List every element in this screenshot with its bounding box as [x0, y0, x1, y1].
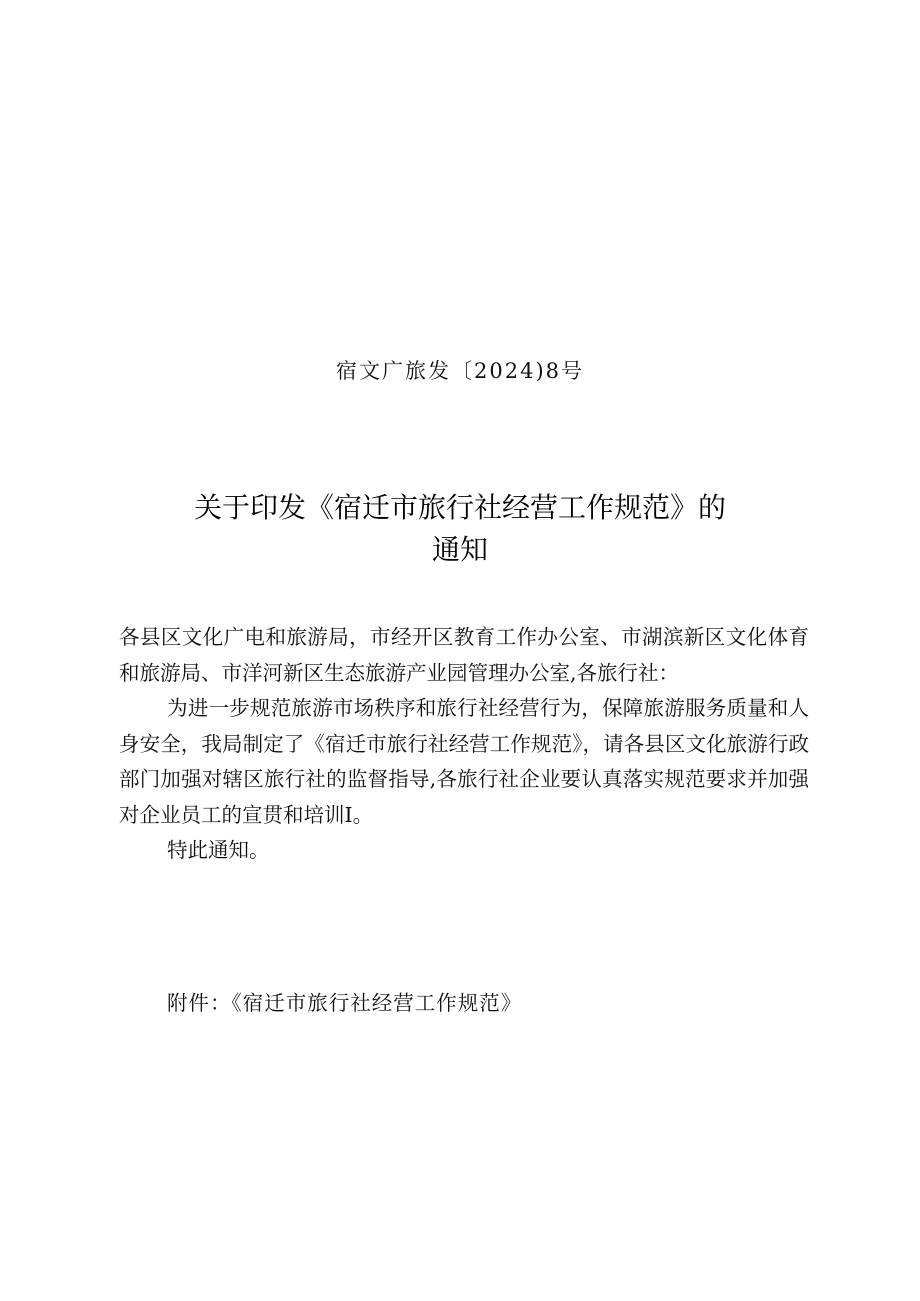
addressees-paragraph: 各县区文化广电和旅游局，市经开区教育工作办公室、市湖滨新区文化体育和旅游局、市洋河新区生态旅游产业园管理办公室,各旅行社：: [119, 625, 809, 685]
document-title-line-2: 通知: [431, 533, 488, 566]
document-body: [119, 620, 809, 869]
main-paragraph: 为进一步规范旅游市场秩序和旅行社经营行为，保障旅游服务质量和人身安全，我局制定了《宿迁市旅行社经营工作规范》，请各县区文化旅游行政部门加强对辖区旅行社的监督指导,各旅行社企业要认真落实规范要求并加强对企业员工的宣贯和培训I。: [119, 696, 809, 827]
document-title-line-1: 关于印发《宿迁市旅行社经营工作规范》的: [193, 491, 726, 524]
document-number: 宿文广旅发〔2024)8号: [336, 359, 584, 383]
attachment-line: 附件：《宿迁市旅行社经营工作规范》: [167, 991, 523, 1015]
document-title: [0, 487, 920, 571]
closing-line: 特此通知。: [167, 838, 270, 862]
